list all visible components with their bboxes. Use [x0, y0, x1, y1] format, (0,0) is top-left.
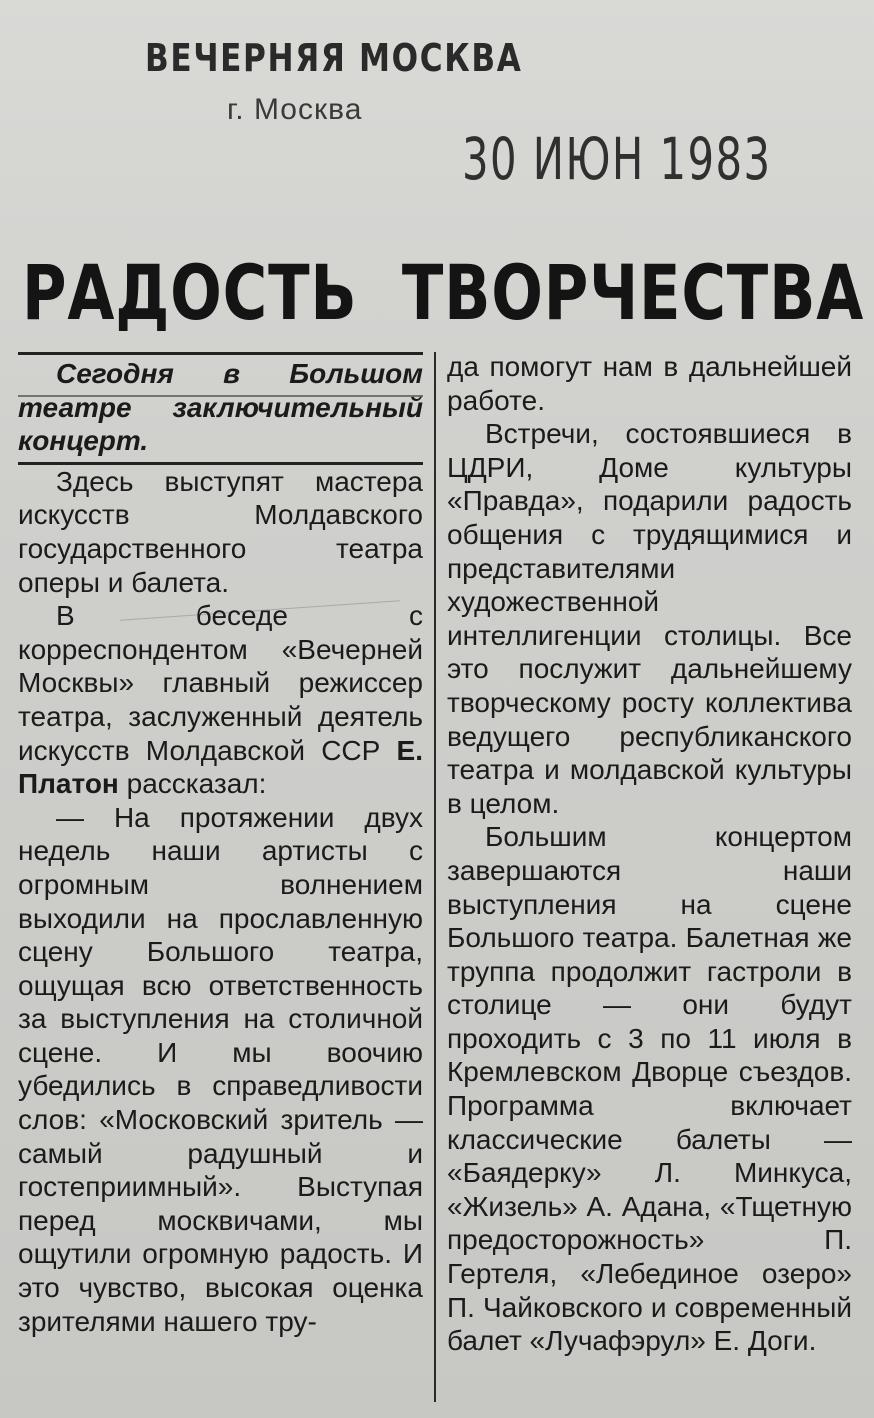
article-column-left	[18, 352, 423, 1338]
column-divider	[434, 352, 436, 1402]
city-stamp: г. Москва	[227, 93, 363, 126]
paragraph: Встречи, состоявшиеся в ЦДРИ, Доме культуры «Правда», подарили радость общения с трудящимися и представителями художественной интеллигенции столицы. Все это послужит дальнейшему творческому росту коллектива ведущего республиканского театра и молдавской культуры в целом.	[447, 418, 852, 819]
article-headline: РАДОСТЬ ТВОРЧЕСТВА	[22, 248, 865, 337]
paragraph: — На протяжении двух недель наши артисты с огромным волнением выходили на прославленную сцену Большого театра, ощущая всю ответственность за выступления на столичной сцене. И мы воочию убедились в справедливости слов: «Московский зритель — самый радушный и гостеприимный». Выступая перед москвичами, мы ощутили огромную радость. И это чувство, высокая оценка зрителями нашего тру-	[18, 801, 423, 1337]
person-name: Е. Платон	[18, 734, 423, 800]
paragraph	[18, 599, 423, 801]
paragraph-continuation: да помогут нам в дальнейшей работе.	[447, 351, 852, 416]
article-column-right	[447, 350, 852, 1358]
paragraph: Здесь выступят мастера искусств Молдавского государственного театра оперы и балета.	[18, 465, 423, 598]
paragraph-text: рассказал:	[126, 768, 267, 800]
paragraph-text: В беседе с корреспондентом «Вечерней Москвы» главный режиссер театра, заслуженный деятель искусств Молдавской ССР	[18, 600, 423, 766]
article-lead: Сегодня в Большом театре заключительный концерт.	[18, 352, 423, 465]
source-stamp: ВЕЧЕРНЯЯ МОСКВА	[145, 36, 523, 80]
date-stamp: 30 ИЮН 1983	[462, 125, 772, 193]
paragraph: Большим концертом завершаются наши выступления на сцене Большого театра. Балетная же труппа продолжит гастроли в столице — они будут проходить с 3 по 11 июля в Кремлевском Дворце съездов. Программа включает классические балеты — «Баядерку» Л. Минкуса, «Жизель» А. Адана, «Тщетную предосторожность» П. Гертеля, «Лебединое озеро» П. Чайковского и современный балет «Лучафэрул» Е. Доги.	[447, 821, 852, 1357]
